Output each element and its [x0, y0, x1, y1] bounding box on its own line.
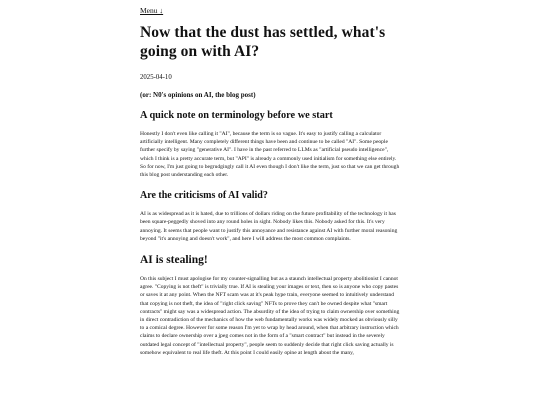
- section-heading-stealing: AI is stealing!: [140, 254, 208, 267]
- post-date: 2025-04-10: [140, 74, 172, 81]
- post-title: Now that the dust has settled, what's going on with AI?: [140, 24, 386, 60]
- blog-article: [140, 6, 402, 368]
- section-body-terminology: Honestly I don't even like calling it "AI", because the term is so vague. It's easy to justify calling a calculator artificially intelligent. Many completely different things have been and continue to be called "AI". Some people further specify by saying "generative AI". I have in the past referred to LLMs as "artificial pseudo intelligence", which I think is a pretty accurate term, but "API" is already a commonly used initialism for something else entirely. So for now, I'm just going to begrudgingly call it AI even though I don't like the term, just so that we can get through this blog post understanding each other.: [140, 131, 400, 179]
- section-body-stealing: On this subject I must apologise for my counter-signalling but as a staunch intellectual property abolitionist I cannot agree. "Copying is not theft" is trivially true. If AI is stealing your images or text, then so is anyone who copy pastes or saves it at any point. When the NFT scam was at it's peak hype train, everyone seemed to intuitively understand that copying is not theft, the idea of "right click saving" NFTs to prove they can't be owned despite what "smart contracts" might say was a widespread action. The absurdity of the idea of trying to claim ownership over something in direct contradiction of the mechanics of how the web fundamentally works was widely mocked as obviously silly to a comical degree. However for some reason I'm yet to wrap by head around, when that arbitrary instruction which claims to declare ownership over a jpeg comes not in the form of a "smart contract" but instead in the severely outdated legal concept of "intellectual property", people seem to suddenly decide that right click saving actually is somehow equivalent to real life theft. At this point I could easily opine at length about the many,: [140, 276, 400, 356]
- menu-link[interactable]: Menu ↓: [140, 6, 164, 15]
- post-subtitle: (or: N0's opinions on AI, the blog post): [140, 91, 256, 99]
- section-body-criticisms: AI is as widespread as it is hated, due to trillions of dollars riding on the future profitability of the technology it has been square-peggedly shoved into any round holes in sight. Nobody likes this. Nobody asked for this. It's very annoying. It seems that people want to justify this annoyance and resistance against AI with further moral reasoning beyond "it's annoying and doesn't work", and here I will address the most common complaints.: [140, 211, 398, 242]
- section-heading-criticisms: Are the criticisms of AI valid?: [140, 190, 268, 202]
- section-heading-terminology: A quick note on terminology before we start: [140, 110, 333, 121]
